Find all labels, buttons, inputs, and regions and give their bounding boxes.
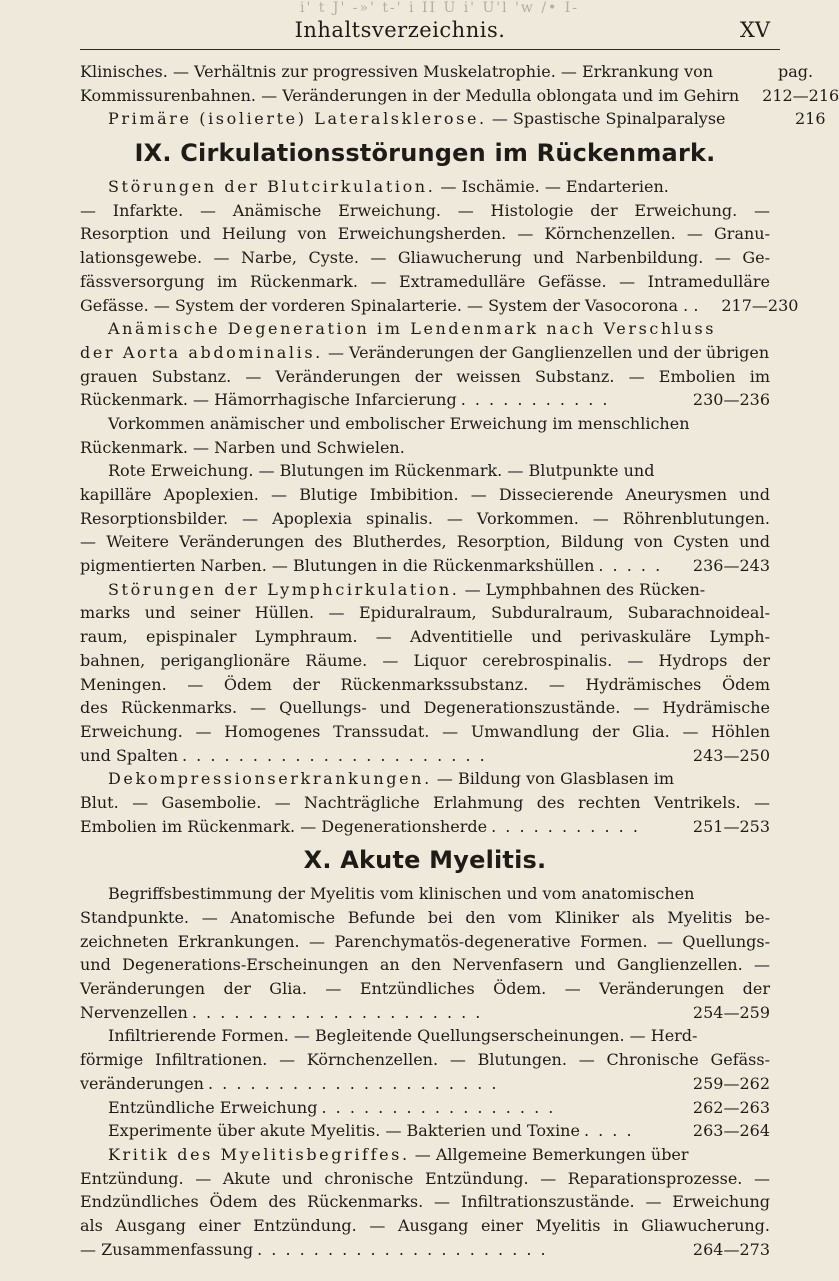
toc-line: der Aorta abdominalis. — Veränderungen der Ganglienzellen und der übrigen [80, 342, 770, 362]
toc-line: Resorption und Heilung von Erweichungsherden. — Körnchenzellen. — Granu- [80, 224, 770, 244]
toc-line: Störungen der Lymphcirkulation. — Lymphbahnen des Rücken- [108, 579, 706, 599]
toc-line: Rückenmark. — Narben und Schwielen. [80, 437, 405, 457]
toc-line: des Rückenmarks. — Quellungs- und Degenerationszustände. — Hydrämische [80, 698, 770, 718]
toc-line: Erweichung. — Homogenes Transsudat. — Umwandlung der Glia. — Höhlen [80, 721, 770, 741]
scan-bleed-through: i' t J' -»' t-' i II U i' U'l 'w /• I- [300, 0, 580, 16]
toc-line: lationsgewebe. — Narbe, Cyste. — Gliawucherung und Narbenbildung. — Ge- [80, 248, 770, 268]
toc-line: marks und seiner Hüllen. — Epiduralraum, Subduralraum, Subarachnoideal- [80, 603, 770, 623]
toc-line: Begriffsbestimmung der Myelitis vom klinischen und vom anatomischen [108, 884, 695, 904]
toc-line: Vorkommen anämischer und embolischer Erweichung im menschlichen [108, 413, 690, 433]
toc-line: Störungen der Blutcirkulation. — Ischämie. — Endarterien. [108, 177, 669, 197]
toc-line: Kommissurenbahnen. — Veränderungen in der Medulla oblongata und im Gehirn 212—216 [80, 85, 839, 105]
toc-line: Dekompressionserkrankungen. — Bildung von Glasblasen im [108, 769, 675, 789]
toc-line: pigmentierten Narben. — Blutungen in die Rückenmarkshüllen . . . . . 236—243 [80, 556, 770, 576]
toc-line: kapilläre Apoplexien. — Blutige Imbibition. — Dissecierende Aneurysmen und [80, 485, 770, 504]
toc-line: Klinisches. — Verhältnis zur progressiven Muskelatrophie. — Erkrankung von pag. [80, 60, 770, 84]
toc-line: Kritik des Myelitisbegriffes. — Allgemeine Bemerkungen über [108, 1144, 689, 1164]
toc-line: als Ausgang einer Entzündung. — Ausgang einer Myelitis in Gliawucherung. [80, 1215, 770, 1235]
toc-line: Experimente über akute Myelitis. — Bakterien und Toxine . . . . 263—264 [108, 1121, 770, 1141]
toc-line: raum, epispinaler Lymphraum. — Adventitielle und perivaskuläre Lymph- [80, 627, 770, 647]
toc-line: Anämische Degeneration im Lendenmark nach Verschluss [108, 319, 717, 339]
toc-line: Endzündliches Ödem des Rückenmarks. — Infiltrationszustände. — Erweichung [80, 1192, 770, 1212]
toc-line: grauen Substanz. — Veränderungen der weissen Substanz. — Embolien im [80, 366, 770, 386]
toc-line: Infiltrierende Formen. — Begleitende Quellungserscheinungen. — Herd- [108, 1026, 698, 1046]
toc-line: Gefässe. — System der vorderen Spinalarterie. — System der Vasocorona . . 217—230 [80, 295, 799, 315]
running-header [0, 18, 800, 48]
toc-line: veränderungen . . . . . . . . . . . . . . . . . . . . . 259—262 [80, 1073, 770, 1093]
toc-line: Entzündung. — Akute und chronische Entzündung. — Reparationsprozesse. — [80, 1168, 770, 1188]
toc-line: Blut. — Gasembolie. — Nachträgliche Erlahmung des rechten Ventrikels. — [80, 792, 770, 812]
running-title: Inhaltsverzeichnis. [294, 18, 506, 42]
chapter-title-x: X. Akute Myelitis. [303, 846, 547, 875]
chapter-title-ix: IX. Cirkulationsstörungen im Rückenmark. [134, 139, 716, 168]
toc-line: Resorptionsbilder. — Apoplexia spinalis. — Vorkommen. — Röhrenblutungen. [80, 508, 770, 528]
toc-line: Embolien im Rückenmark. — Degenerationsherde . . . . . . . . . . . 251—253 [80, 816, 770, 836]
toc-body [80, 60, 839, 1261]
pag-label: pag. [777, 62, 814, 81]
toc-line: Veränderungen der Glia. — Entzündliches Ödem. — Veränderungen der [80, 979, 770, 999]
toc-line: Entzündliche Erweichung . . . . . . . . . . . . . . . . . 262—263 [108, 1097, 770, 1117]
toc-line: zeichneten Erkrankungen. — Parenchymatös-degenerative Formen. — Quellungs- [80, 931, 770, 951]
toc-line: — Infarkte. — Anämische Erweichung. — Histologie der Erweichung. — [80, 200, 770, 220]
toc-line: Rote Erweichung. — Blutungen im Rückenmark. — Blutpunkte und [108, 461, 655, 481]
toc-line: fässversorgung im Rückenmark. — Extramedulläre Gefässe. — Intramedulläre [80, 271, 770, 291]
header-rule [80, 49, 780, 50]
toc-line: Rückenmark. — Hämorrhagische Infarcierung . . . . . . . . . . . 230—236 [80, 390, 770, 410]
toc-line: Meningen. — Ödem der Rückenmarkssubstanz. — Hydrämisches Ödem [80, 674, 770, 694]
toc-line: Primäre (isolierte) Lateralsklerose. — Spastische Spinalparalyse 216 [108, 109, 826, 129]
toc-line: und Spalten . . . . . . . . . . . . . . . . . . . . . . 243—250 [80, 745, 770, 765]
toc-line: — Weitere Veränderungen des Blutherdes, Resorption, Bildung von Cysten und [80, 532, 770, 552]
toc-line: Standpunkte. — Anatomische Befunde bei den vom Kliniker als Myelitis be- [80, 908, 770, 927]
toc-line: Nervenzellen . . . . . . . . . . . . . . . . . . . . . 254—259 [80, 1002, 770, 1022]
toc-line: — Zusammenfassung . . . . . . . . . . . . . . . . . . . . . 264—273 [80, 1239, 770, 1259]
toc-line: bahnen, periganglionäre Räume. — Liquor cerebrospinalis. — Hydrops der [80, 650, 770, 670]
toc-line: förmige Infiltrationen. — Körnchenzellen. — Blutungen. — Chronische Gefäss- [80, 1050, 770, 1070]
page-number: XV [739, 18, 770, 42]
toc-line: und Degenerations-Erscheinungen an den Nervenfasern und Ganglienzellen. — [80, 955, 770, 975]
